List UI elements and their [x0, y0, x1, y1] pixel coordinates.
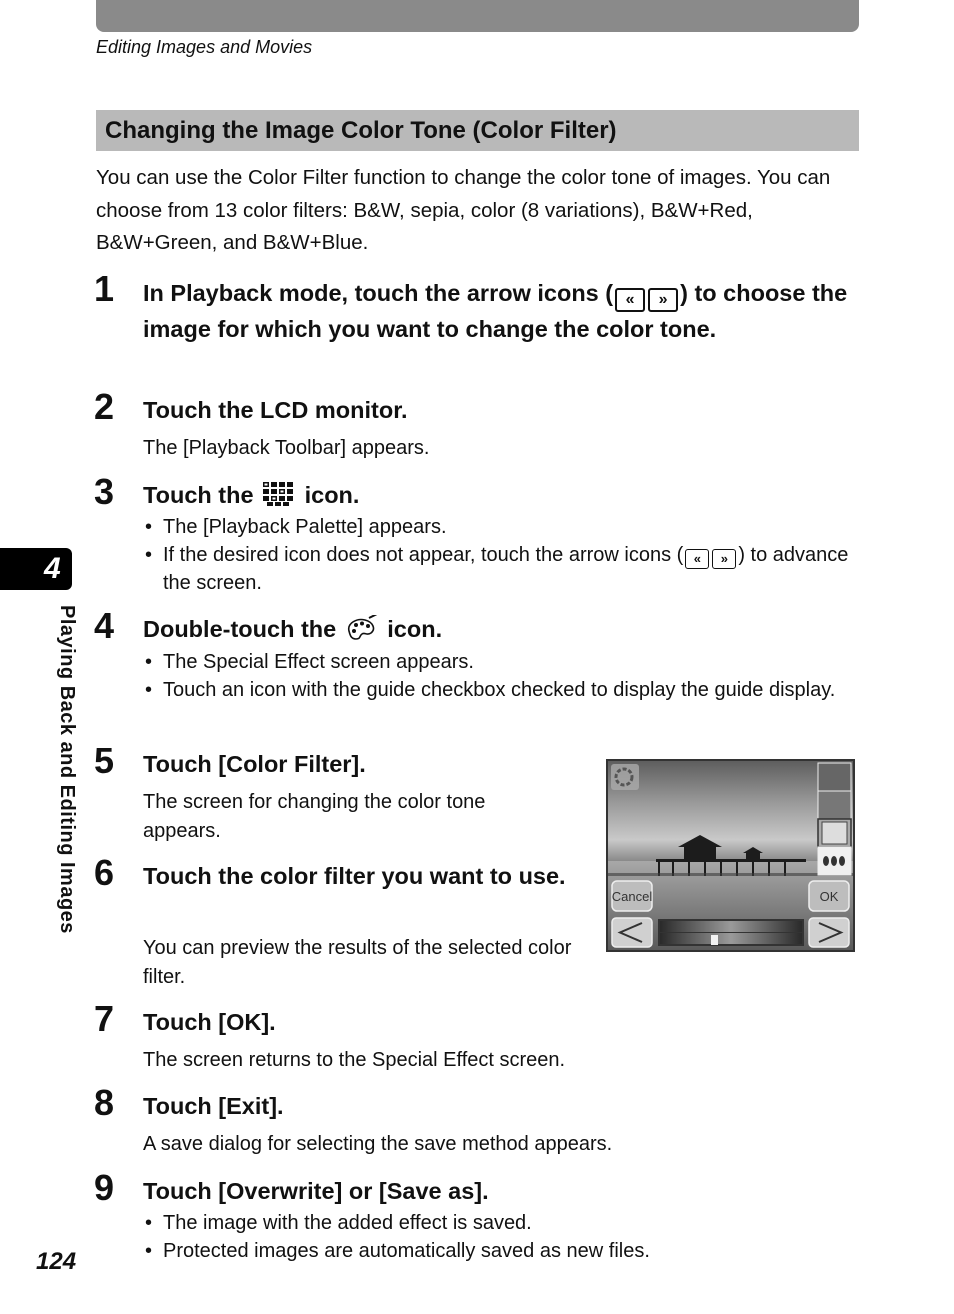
step-1-title-a: In Playback mode, touch the arrow icons ( [143, 280, 614, 306]
bullet-text-b: ) to advance the screen. [163, 544, 849, 594]
step-7-number: 7 [94, 998, 115, 1039]
step-6-number: 6 [94, 852, 115, 893]
step-9-number: 9 [94, 1167, 115, 1208]
prev-arrow-icon: « [685, 549, 709, 569]
step-1-title [143, 276, 863, 346]
step-3-title-b: icon. [304, 482, 360, 508]
cancel-button[interactable] [612, 881, 653, 911]
step-5-desc: The screen for changing the color tone appears. [143, 791, 486, 842]
page-number: 124 [36, 1248, 77, 1275]
ok-button[interactable] [809, 881, 849, 911]
special-effect-icon [345, 615, 379, 641]
section-title: Changing the Image Color Tone (Color Filter) [105, 117, 617, 144]
step-4-title [143, 612, 442, 646]
chapter-label: Playing Back and Editing Images [56, 605, 78, 934]
list-item: • The Special Effect screen appears. [143, 648, 858, 676]
chapter-number: 4 [44, 552, 61, 585]
arrow-icons [615, 288, 678, 312]
step-1-title-b: ) to choose the image for which you want to change the color tone. [143, 280, 848, 342]
step-9-bullets [143, 1209, 858, 1265]
step-4-title-b: icon. [387, 616, 443, 642]
step-7-title: Touch [OK]. [143, 1009, 276, 1035]
step-3-title-a: Touch the [143, 482, 254, 508]
arrow-icons [685, 549, 736, 569]
step-3-title [143, 478, 359, 512]
step-2-desc: The [Playback Toolbar] appears. [143, 437, 430, 459]
step-3-bullets [143, 513, 858, 597]
step-3-number: 3 [94, 471, 115, 512]
refresh-icon [611, 764, 639, 790]
step-8-number: 8 [94, 1082, 115, 1123]
step-4-number: 4 [94, 605, 115, 646]
section-header [96, 110, 859, 151]
slider-handle[interactable] [711, 935, 718, 945]
prev-arrow-button[interactable] [612, 918, 652, 947]
list-item: • The [Playback Palette] appears. [143, 513, 858, 541]
step-4-bullets [143, 648, 858, 704]
step-1-number: 1 [94, 268, 115, 309]
ok-label: OK [819, 889, 839, 904]
cancel-label: Cancel [611, 889, 653, 904]
color-filter-screen-image [608, 761, 853, 950]
list-item: • Protected images are automatically saved as new files. [143, 1237, 858, 1265]
prev-arrow-icon: « [615, 288, 645, 312]
filter-thumbnails [818, 763, 851, 875]
step-4-title-a: Double-touch the [143, 616, 337, 642]
filter-slider[interactable] [658, 919, 804, 946]
bullet-text-a: If the desired icon does not appear, touch the arrow icons ( [163, 544, 684, 566]
header-bar [96, 0, 859, 32]
next-arrow-icon: » [648, 288, 678, 312]
step-8-desc: A save dialog for selecting the save method appears. [143, 1133, 613, 1155]
running-head: Editing Images and Movies [96, 37, 313, 57]
list-item [143, 541, 858, 597]
step-2-number: 2 [94, 386, 115, 427]
next-arrow-button[interactable] [809, 918, 849, 947]
step-2-title: Touch the LCD monitor. [143, 397, 408, 423]
step-9-title: Touch [Overwrite] or [Save as]. [143, 1178, 489, 1204]
step-5-title: Touch [Color Filter]. [143, 751, 366, 777]
step-8-title: Touch [Exit]. [143, 1093, 284, 1119]
step-7-desc: The screen returns to the Special Effect screen. [143, 1049, 566, 1071]
color-filter-screen [606, 759, 855, 952]
chapter-tab [0, 548, 72, 590]
step-5-number: 5 [94, 740, 115, 781]
intro-text: You can use the Color Filter function to change the color tone of images. You can choose from 13 color filters: B&W, sepia, color (8 variations), B&W+Red, B&W+Green, and B&W+Blue. [96, 166, 831, 254]
list-item: • The image with the added effect is saved. [143, 1209, 858, 1237]
list-item: • Touch an icon with the guide checkbox checked to display the guide display. [143, 676, 858, 704]
step-6-desc: You can preview the results of the selected color filter. [143, 937, 572, 988]
next-arrow-icon: » [712, 549, 736, 569]
palette-icon [262, 481, 296, 507]
step-6-title: Touch the color filter you want to use. [143, 863, 566, 889]
